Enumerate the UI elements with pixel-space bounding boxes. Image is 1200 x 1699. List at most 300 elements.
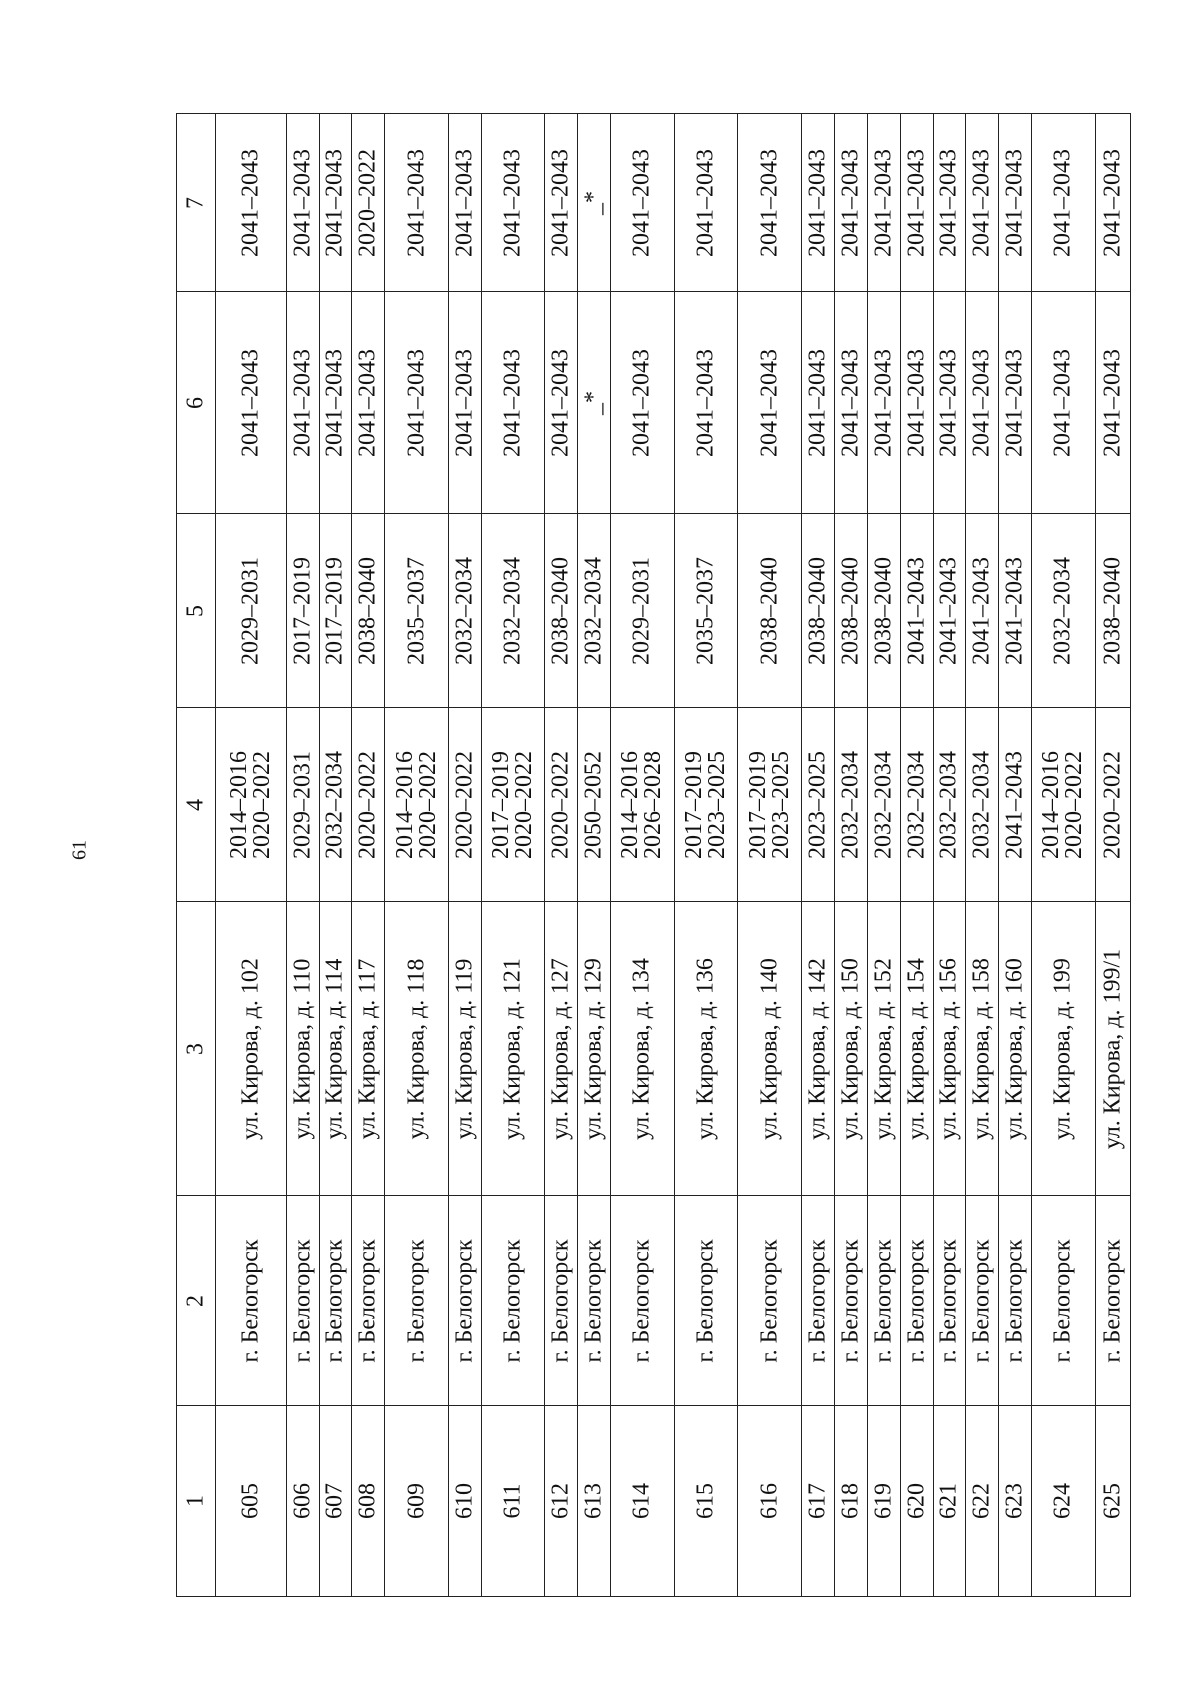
table-cell (674, 708, 738, 902)
period-col5: 2035–2037 (403, 556, 430, 665)
header-label: 1 (182, 1495, 209, 1507)
table-cell (481, 902, 545, 1196)
table-cell (867, 1406, 900, 1597)
table-cell (738, 1406, 802, 1597)
table-cell (801, 514, 834, 708)
column-3 (177, 902, 1131, 1196)
table-cell (578, 1196, 611, 1406)
table-cell (966, 708, 999, 902)
period-col5: 2038–2040 (354, 556, 381, 665)
table-cell (933, 902, 966, 1196)
table-cell (999, 1196, 1032, 1406)
period-value: 2032–2034 (321, 750, 348, 859)
table-cell (867, 1196, 900, 1406)
table-cell (801, 708, 834, 902)
table-cell (933, 292, 966, 514)
table-cell (801, 902, 834, 1196)
period-list (619, 751, 665, 859)
period-col7: 2041–2043 (628, 148, 655, 257)
period-col6: 2041–2043 (756, 348, 783, 457)
table-cell (1095, 514, 1130, 708)
table-cell (611, 292, 675, 514)
table-cell (385, 1406, 449, 1597)
period-col7: 2041–2043 (237, 148, 264, 257)
address: ул. Кирова, д. 121 (499, 957, 526, 1140)
address: ул. Кирова, д. 156 (935, 957, 962, 1140)
table-cell (900, 1196, 933, 1406)
table-cell (834, 292, 867, 514)
column-4 (177, 708, 1131, 902)
period-col7: 2041–2043 (451, 148, 478, 257)
period-value: 2032–2034 (935, 750, 962, 859)
row-number: 614 (628, 1483, 655, 1519)
table-cell (448, 114, 481, 292)
table-cell (867, 114, 900, 292)
table-cell (286, 902, 319, 1196)
period-col7: 2041–2043 (968, 148, 995, 257)
table-cell (966, 514, 999, 708)
period-col6: _* (580, 390, 607, 415)
period-col5: 2017–2019 (321, 556, 348, 665)
period-col5: 2029–2031 (628, 556, 655, 665)
header-label: 4 (182, 798, 209, 811)
table-cell (481, 708, 545, 902)
column-2 (177, 1196, 1131, 1406)
table-cell (481, 114, 545, 292)
table-cell (578, 292, 611, 514)
period-value: 2020–2022 (414, 750, 441, 859)
table-cell (611, 514, 675, 708)
period-col6: 2041–2043 (451, 348, 478, 457)
period-col7: 2041–2043 (870, 148, 897, 257)
period-list (354, 750, 381, 859)
table-cell (611, 902, 675, 1196)
column-5 (177, 514, 1131, 708)
table-cell (801, 292, 834, 514)
city-name: г. Белогорск (870, 1238, 897, 1363)
table-cell (834, 114, 867, 292)
table-cell (545, 114, 578, 292)
city-name: г. Белогорск (499, 1238, 526, 1363)
table-cell (286, 1406, 319, 1597)
table-cell (999, 514, 1032, 708)
period-col6: 2041–2043 (499, 348, 526, 457)
table-cell (448, 902, 481, 1196)
table-cell (578, 708, 611, 902)
header-cell (177, 708, 216, 902)
city-name: г. Белогорск (451, 1238, 478, 1363)
table-cell (319, 1196, 352, 1406)
row-number: 625 (1099, 1483, 1126, 1519)
period-col7: 2041–2043 (321, 148, 348, 257)
table-cell (286, 1196, 319, 1406)
table-cell (834, 1196, 867, 1406)
table-cell (448, 514, 481, 708)
column-7 (177, 114, 1131, 292)
table-cell (900, 514, 933, 708)
table-cell (1095, 902, 1130, 1196)
table-cell (319, 114, 352, 292)
period-list (935, 750, 962, 859)
row-number: 617 (804, 1483, 831, 1519)
period-list (839, 751, 862, 859)
period-value: 2023–2025 (704, 750, 731, 859)
period-list (580, 750, 607, 859)
address: ул. Кирова, д. 154 (903, 957, 930, 1140)
table-cell (286, 708, 319, 902)
table-cell (966, 1196, 999, 1406)
period-col6: 2041–2043 (354, 348, 381, 457)
table-cell (319, 514, 352, 708)
table-cell (448, 1196, 481, 1406)
table-cell (999, 1406, 1032, 1597)
table-cell (933, 114, 966, 292)
table-cell (933, 1196, 966, 1406)
table-cell (216, 902, 286, 1196)
period-col7: 2041–2043 (692, 148, 719, 257)
table-cell (674, 114, 738, 292)
period-value: 2020–2022 (451, 750, 478, 859)
address: ул. Кирова, д. 150 (837, 957, 864, 1140)
row-number: 608 (354, 1483, 381, 1519)
period-col7: 2041–2043 (837, 148, 864, 257)
table-cell (578, 902, 611, 1196)
period-list (1040, 751, 1086, 859)
period-value: 2032–2034 (837, 750, 864, 859)
period-col7: 2041–2043 (547, 148, 574, 257)
row-number: 607 (321, 1483, 348, 1519)
column-6 (177, 292, 1131, 514)
table-cell (933, 1406, 966, 1597)
period-value: 2032–2034 (870, 750, 897, 859)
table-cell (611, 1196, 675, 1406)
period-value: 2020–2022 (1061, 750, 1088, 859)
table-cell (900, 902, 933, 1196)
address: ул. Кирова, д. 134 (628, 957, 655, 1140)
city-name: г. Белогорск (903, 1238, 930, 1363)
period-col6: 2041–2043 (321, 348, 348, 457)
period-value: 2023–2025 (804, 750, 831, 859)
table-cell (385, 114, 449, 292)
period-list (872, 751, 895, 859)
table-cell (1095, 1196, 1130, 1406)
city-name: г. Белогорск (237, 1238, 264, 1363)
period-col7: 2041–2043 (403, 148, 430, 257)
table-cell (834, 514, 867, 708)
period-col6: 2041–2043 (289, 348, 316, 457)
city-name: г. Белогорск (321, 1238, 348, 1363)
table-cell (545, 514, 578, 708)
address: ул. Кирова, д. 136 (692, 957, 719, 1140)
period-list (806, 751, 829, 859)
period-list (744, 750, 794, 859)
table-cell (481, 514, 545, 708)
period-value: 2014–2016 (391, 750, 418, 859)
period-value: 2017–2019 (681, 750, 708, 859)
period-col7: 2041–2043 (756, 148, 783, 257)
table-cell (966, 114, 999, 292)
table-cell (286, 114, 319, 292)
period-col6: 2041–2043 (547, 348, 574, 457)
header-label: 6 (182, 396, 209, 409)
page-number: 61 (68, 840, 91, 860)
address: ул. Кирова, д. 158 (968, 957, 995, 1140)
period-col6: 2041–2043 (1049, 348, 1076, 457)
city-name: г. Белогорск (354, 1238, 381, 1363)
table-cell (352, 292, 385, 514)
period-value: 2020–2022 (547, 750, 574, 859)
table-cell (834, 902, 867, 1196)
period-value: 2050–2052 (580, 750, 607, 859)
table-cell (319, 708, 352, 902)
period-col7: 2041–2043 (935, 148, 962, 257)
period-col5: 2038–2040 (837, 556, 864, 665)
table-cell (611, 114, 675, 292)
city-name: г. Белогорск (628, 1238, 655, 1363)
address: ул. Кирова, д. 119 (451, 958, 478, 1139)
city-name: г. Белогорск (804, 1238, 831, 1363)
table-cell (1032, 902, 1096, 1196)
city-name: г. Белогорск (403, 1238, 430, 1363)
period-col6: 2041–2043 (237, 348, 264, 457)
period-value: 2032–2034 (903, 750, 930, 859)
table-cell (738, 292, 802, 514)
row-number: 620 (903, 1483, 930, 1519)
city-name: г. Белогорск (1049, 1238, 1076, 1363)
table-cell (352, 1196, 385, 1406)
table-cell (286, 292, 319, 514)
period-col7: 2041–2043 (1099, 148, 1126, 257)
address: ул. Кирова, д. 160 (1001, 957, 1028, 1140)
period-list (453, 751, 476, 859)
period-col6: 2041–2043 (628, 348, 655, 457)
table-cell (674, 1406, 738, 1597)
table-cell (867, 902, 900, 1196)
period-col6: 2041–2043 (692, 348, 719, 457)
period-col6: 2041–2043 (403, 348, 430, 457)
period-col5: 2035–2037 (692, 556, 719, 665)
table-cell (216, 708, 286, 902)
table-cell (545, 292, 578, 514)
address: ул. Кирова, д. 129 (580, 957, 607, 1140)
row-number: 612 (547, 1483, 574, 1519)
table-cell (834, 1406, 867, 1597)
header-cell (177, 902, 216, 1196)
period-col5: 2041–2043 (968, 556, 995, 665)
table-cell (578, 114, 611, 292)
address: ул. Кирова, д. 102 (237, 957, 264, 1140)
header-cell (177, 292, 216, 514)
table-cell (319, 292, 352, 514)
address: ул. Кирова, д. 118 (403, 958, 430, 1139)
table-cell (1032, 708, 1096, 902)
period-col6: 2041–2043 (804, 348, 831, 457)
address: ул. Кирова, д. 199 (1049, 957, 1076, 1140)
period-value: 2020–2022 (511, 750, 538, 859)
city-name: г. Белогорск (1099, 1238, 1126, 1363)
table-cell (1095, 708, 1130, 902)
period-col6: 2041–2043 (870, 348, 897, 457)
period-col5: 2017–2019 (289, 556, 316, 665)
period-list (228, 751, 274, 859)
period-col7: 2041–2043 (804, 148, 831, 257)
period-list (490, 751, 536, 859)
city-name: г. Белогорск (935, 1238, 962, 1363)
table-cell (611, 1406, 675, 1597)
table-cell (216, 292, 286, 514)
table-cell (611, 708, 675, 902)
table-cell (900, 1406, 933, 1597)
period-col6: 2041–2043 (1099, 348, 1126, 457)
period-col7: 2041–2043 (1049, 148, 1076, 257)
period-col5: 2032–2034 (451, 556, 478, 665)
address: ул. Кирова, д. 110 (289, 958, 316, 1139)
period-value: 2017–2019 (744, 750, 771, 859)
period-col5: 2029–2031 (237, 556, 264, 665)
row-number: 609 (403, 1483, 430, 1519)
city-name: г. Белогорск (692, 1238, 719, 1363)
column-1 (177, 1406, 1131, 1597)
table-cell (999, 292, 1032, 514)
table-cell (216, 114, 286, 292)
table-cell (900, 292, 933, 514)
table-cell (999, 114, 1032, 292)
table-cell (352, 708, 385, 902)
table-cell (545, 1406, 578, 1597)
table-cell (933, 514, 966, 708)
table-cell (801, 114, 834, 292)
header-cell (177, 114, 216, 292)
period-col5: 2032–2034 (1049, 556, 1076, 665)
period-list (1101, 751, 1124, 859)
period-list (391, 750, 441, 859)
table-cell (801, 1196, 834, 1406)
city-name: г. Белогорск (756, 1238, 783, 1363)
period-col7: 2041–2043 (289, 148, 316, 257)
city-name: г. Белогорск (289, 1238, 316, 1363)
table-cell (286, 514, 319, 708)
table-cell (674, 292, 738, 514)
table-cell (900, 114, 933, 292)
table-cell (448, 708, 481, 902)
table-cell (481, 1406, 545, 1597)
table-cell (1032, 1406, 1096, 1597)
table-cell (319, 1406, 352, 1597)
period-list (321, 750, 348, 859)
table-cell (352, 1406, 385, 1597)
period-value: 2014–2016 (226, 750, 253, 859)
header-label: 5 (182, 604, 209, 617)
period-value: 2014–2016 (617, 750, 644, 859)
period-value: 2023–2025 (767, 750, 794, 859)
table-cell (738, 1196, 802, 1406)
table-cell (674, 902, 738, 1196)
header-label: 2 (182, 1294, 209, 1307)
table-cell (545, 1196, 578, 1406)
address: ул. Кирова, д. 117 (354, 958, 381, 1139)
row-number: 622 (968, 1483, 995, 1519)
city-name: г. Белогорск (968, 1238, 995, 1363)
period-col6: 2041–2043 (935, 348, 962, 457)
table-cell (352, 902, 385, 1196)
city-name: г. Белогорск (837, 1238, 864, 1363)
period-col5: 2038–2040 (804, 556, 831, 665)
table-cell (1095, 114, 1130, 292)
period-col7: _* (580, 190, 607, 215)
table-cell (1032, 514, 1096, 708)
table-cell (216, 1406, 286, 1597)
period-col7: 2041–2043 (903, 148, 930, 257)
period-col5: 2038–2040 (1099, 556, 1126, 665)
period-col5: 2038–2040 (756, 556, 783, 665)
table-cell (999, 902, 1032, 1196)
period-value: 2026–2028 (640, 750, 667, 859)
table-cell (738, 514, 802, 708)
header-cell (177, 514, 216, 708)
header-cell (177, 1196, 216, 1406)
header-label: 7 (182, 196, 209, 209)
period-list (547, 750, 574, 859)
row-number: 619 (870, 1483, 897, 1519)
table-cell (1032, 114, 1096, 292)
table-cell (319, 902, 352, 1196)
table-cell (900, 708, 933, 902)
table-cell (867, 292, 900, 514)
table-cell (352, 514, 385, 708)
period-col5: 2032–2034 (499, 556, 526, 665)
table-cell (448, 292, 481, 514)
row-number: 606 (289, 1483, 316, 1519)
period-list (905, 751, 928, 859)
period-value: 2032–2034 (968, 750, 995, 859)
period-col5: 2041–2043 (1001, 556, 1028, 665)
table-cell (578, 514, 611, 708)
address: ул. Кирова, д. 127 (547, 957, 574, 1140)
table-cell (738, 114, 802, 292)
row-number: 621 (935, 1483, 962, 1519)
row-number: 616 (756, 1483, 783, 1519)
period-col6: 2041–2043 (837, 348, 864, 457)
period-col5: 2038–2040 (547, 556, 574, 665)
address: ул. Кирова, д. 114 (321, 958, 348, 1139)
period-value: 2041–2043 (1001, 750, 1028, 859)
table-cell (385, 902, 449, 1196)
table-cell (834, 708, 867, 902)
table-cell (385, 292, 449, 514)
period-list (291, 751, 314, 859)
row-number: 613 (580, 1483, 607, 1519)
row-number: 615 (692, 1483, 719, 1519)
table-cell (738, 902, 802, 1196)
row-number: 611 (499, 1483, 526, 1519)
table-cell (801, 1406, 834, 1597)
table-cell (448, 1406, 481, 1597)
period-list (1001, 750, 1028, 859)
period-col5: 2032–2034 (580, 556, 607, 665)
row-number: 624 (1049, 1483, 1076, 1519)
table-cell (867, 708, 900, 902)
table-cell (999, 708, 1032, 902)
period-col6: 2041–2043 (1001, 348, 1028, 457)
period-value: 2020–2022 (249, 750, 276, 859)
period-col5: 2041–2043 (903, 556, 930, 665)
table-cell (481, 292, 545, 514)
period-col6: 2041–2043 (968, 348, 995, 457)
period-value: 2020–2022 (1099, 750, 1126, 859)
table-cell (1032, 292, 1096, 514)
period-list (968, 750, 995, 859)
table-cell (216, 1196, 286, 1406)
